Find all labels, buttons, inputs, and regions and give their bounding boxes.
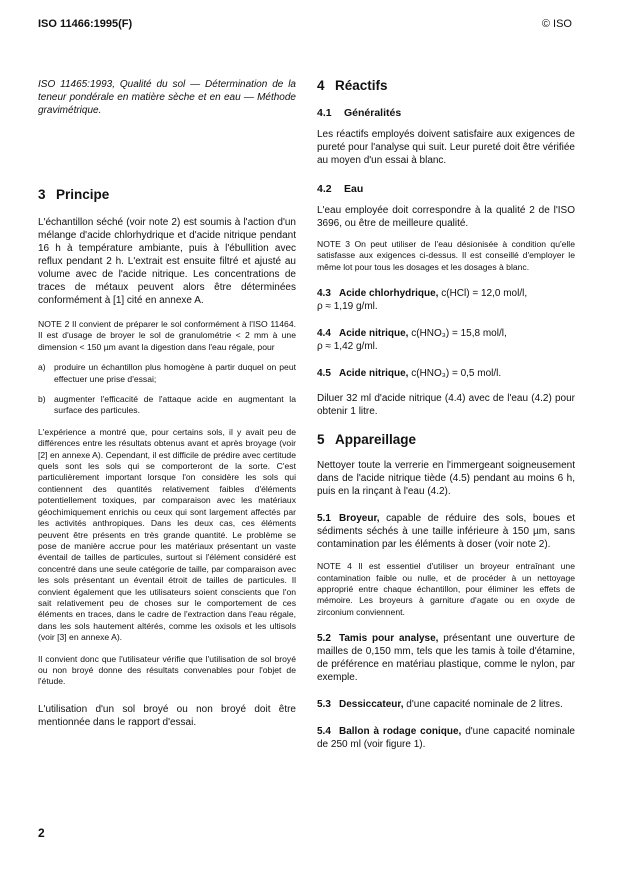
- section-title: Réactifs: [335, 78, 388, 93]
- subsection-5-4: [317, 725, 575, 751]
- report-paragraph: L'utilisation d'un sol broyé ou non broyé doit être mentionnée dans le rapport d'essai.: [38, 703, 296, 728]
- section-3-heading: [38, 187, 296, 202]
- subsection-4-1-heading: [317, 107, 575, 119]
- subsection-number: 5.1: [317, 513, 331, 525]
- section-number: 4: [317, 78, 325, 93]
- subsection-text: d'une capacité nominale de 2 litres.: [406, 699, 563, 711]
- list-text: produire un échantillon plus homogène à partir duquel on peut effectuer une prise d'essai;: [54, 362, 296, 384]
- concentration-value: c(HCl) = 12,0 mol/l,: [441, 288, 528, 300]
- list-label: a): [38, 362, 46, 373]
- section-title: Principe: [56, 187, 110, 202]
- list-item: [38, 394, 296, 417]
- principle-paragraph: L'échantillon séché (voir note 2) est soumis à l'action d'un mélange d'acide chlorhydrique et d'acide nitrique pendant 16 h à température ambiante, puis à l'ébullition avec reflux pendant 2 h. L'extrait est ensuite filtré et ajusté au volume avec de l'acide nitrique. Les concentrations de traces de métaux peuvent alors être déterminées conformément à [1] cité en annexe A.: [38, 217, 296, 306]
- subsection-number: 4.2: [317, 183, 332, 195]
- generalites-text: Les réactifs employés doivent satisfaire aux exigences de pureté pour l'analyse qui suit. Leur pureté doit être vérifiée au moyen d'un essai à blanc.: [317, 129, 575, 166]
- density-value: ρ ≈ 1,42 g/ml.: [317, 341, 378, 353]
- right-column: [317, 78, 575, 751]
- subsection-title: Broyeur,: [339, 513, 380, 525]
- list-item: [38, 362, 296, 385]
- eau-text: L'eau employée doit correspondre à la qualité 2 de l'ISO 3696, ou être de meilleure qualité.: [317, 205, 575, 229]
- subsection-5-3: [317, 698, 575, 711]
- subsection-title: Acide nitrique,: [339, 368, 409, 380]
- list-text: augmenter l'efficacité de l'attaque acide en augmentant la surface des particules.: [54, 394, 296, 416]
- subsection-number: 5.2: [317, 633, 331, 645]
- subsection-4-5: [317, 367, 575, 380]
- reference-entry: ISO 11465:1993, Qualité du sol — Détermination de la teneur pondérale en matière sèche et en eau — Méthode gravimétrique.: [38, 79, 296, 116]
- note-4: NOTE 4 Il est essentiel d'utiliser un broyeur entraînant une contamination faible ou nulle, et de procéder à un nettoyage approprié entre chaque échantillon, pour éliminer les effets de mémoire. Les broyeurs à garniture d'agate ou en oxyde de zirconium conviennent.: [317, 561, 575, 617]
- subsection-title: Ballon à rodage conique,: [339, 726, 462, 738]
- cleaning-text: Nettoyer toute la verrerie en l'immergeant soigneusement dans de l'acide nitrique tiède (4.5) pendant au moins 6 h, puis en la rinçant à l'eau (4.2).: [317, 460, 575, 498]
- section-4-heading: [317, 78, 575, 93]
- subsection-title: Tamis pour analyse,: [339, 633, 439, 645]
- note-2: NOTE 2 Il convient de préparer le sol conformément à l'ISO 11464. Il est d'usage de broyer le sol de granulométrie < 2 mm à une dimension < 150 µm avant la digestion dans l'eau régale, pour: [38, 319, 296, 352]
- dilution-text: Diluer 32 ml d'acide nitrique (4.4) avec de l'eau (4.2) pour obtenir 1 litre.: [317, 393, 575, 418]
- subsection-title: Eau: [344, 183, 364, 195]
- subsection-number: 5.3: [317, 699, 331, 711]
- subsection-title: Acide nitrique,: [339, 328, 409, 340]
- section-number: 5: [317, 432, 325, 448]
- copyright-mark: © ISO: [541, 18, 572, 30]
- subsection-title: Généralités: [344, 107, 402, 119]
- experience-paragraph: L'expérience a montré que, pour certains sols, il y avait peu de différences entre les résultats obtenus avant et après broyage (voir [2] en annexe A). Cependant, il est difficile de prédire avec certitude quels sont les sols qui se comporteront de la sorte. C'est particulièrement important lorsque l'on considère les sols qui contiennent des quantités relativement faibles d'éléments potentiellement toxiques, par comparaison avec les matériaux géochimiquement enrichis ou ceux qui sont largement affectés par les activités anthropiques. Dans les deux cas, ces éléments peuvent être présents en très grande quantité. Le problème se pose de manière accrue pour les matériaux présentant un vaste éventail de tailles de particules, surtout si l'élément considéré est concentré dans une seule catégorie de taille, par comparaison avec les sols présentant un éventail étroit de tailles de particules. Il convient également que les utilisateurs soient conscients que l'on sait relativement peu de choses sur le comportement de ces éléments en traces, dans le cadre de l'extraction dans l'eau régale, dans les sols hautement altérés, comme les oxisols et les ultisols (voir [3] en annexe A).: [38, 426, 296, 643]
- subsection-title: Dessiccateur,: [339, 699, 404, 711]
- subsection-text: d'une capacité nominale de 250 ml (voir figure 1).: [317, 726, 575, 751]
- subsection-5-2: [317, 632, 575, 684]
- subsection-number: 4.4: [317, 328, 331, 340]
- section-number: 3: [38, 187, 46, 202]
- note-3: NOTE 3 On peut utiliser de l'eau désionisée à condition qu'elle satisfasse aux exigences ci-dessus. Il est conseillé d'employer le même lot pour tous les dosages et les dosages à blanc.: [317, 239, 575, 272]
- subsection-text: capable de réduire des sols, boues et sédiments séchés à une taille inférieure à 150 µm, sans contamination par les éléments à doser (voir note 2).: [317, 513, 575, 551]
- section-title: Appareillage: [335, 432, 417, 448]
- verification-paragraph: Il convient donc que l'utilisateur vérifie que l'utilisation de sol broyé ou non broyé donne des résultats convenables pour l'objet de l'étude.: [38, 653, 296, 687]
- subsection-number: 5.4: [317, 726, 331, 738]
- section-5-heading: [317, 432, 575, 447]
- page-number: 2: [38, 826, 45, 840]
- subsection-number: 4.3: [317, 288, 331, 300]
- subsection-5-1: [317, 512, 575, 551]
- density-value: ρ ≈ 1,19 g/ml.: [317, 301, 378, 313]
- subsection-text: présentant une ouverture de mailles de 0,150 mm, tels que les tamis à toile d'étamine, de préférence en matériau plastique, comme le nylon, par exemple.: [317, 633, 576, 684]
- subsection-number: 4.5: [317, 368, 331, 380]
- left-column: [38, 78, 296, 729]
- subsection-number: 4.1: [317, 107, 332, 119]
- subsection-4-2-heading: [317, 183, 575, 195]
- subsection-4-4: [317, 327, 575, 353]
- list-label: b): [38, 394, 46, 405]
- concentration-value: c(HNO₃) = 15,8 mol/l,: [411, 328, 507, 340]
- subsection-4-3: [317, 287, 575, 313]
- document-id: ISO 11466:1995(F): [38, 18, 133, 30]
- subsection-title: Acide chlorhydrique,: [339, 288, 439, 300]
- concentration-value: c(HNO₃) = 0,5 mol/l.: [411, 368, 502, 380]
